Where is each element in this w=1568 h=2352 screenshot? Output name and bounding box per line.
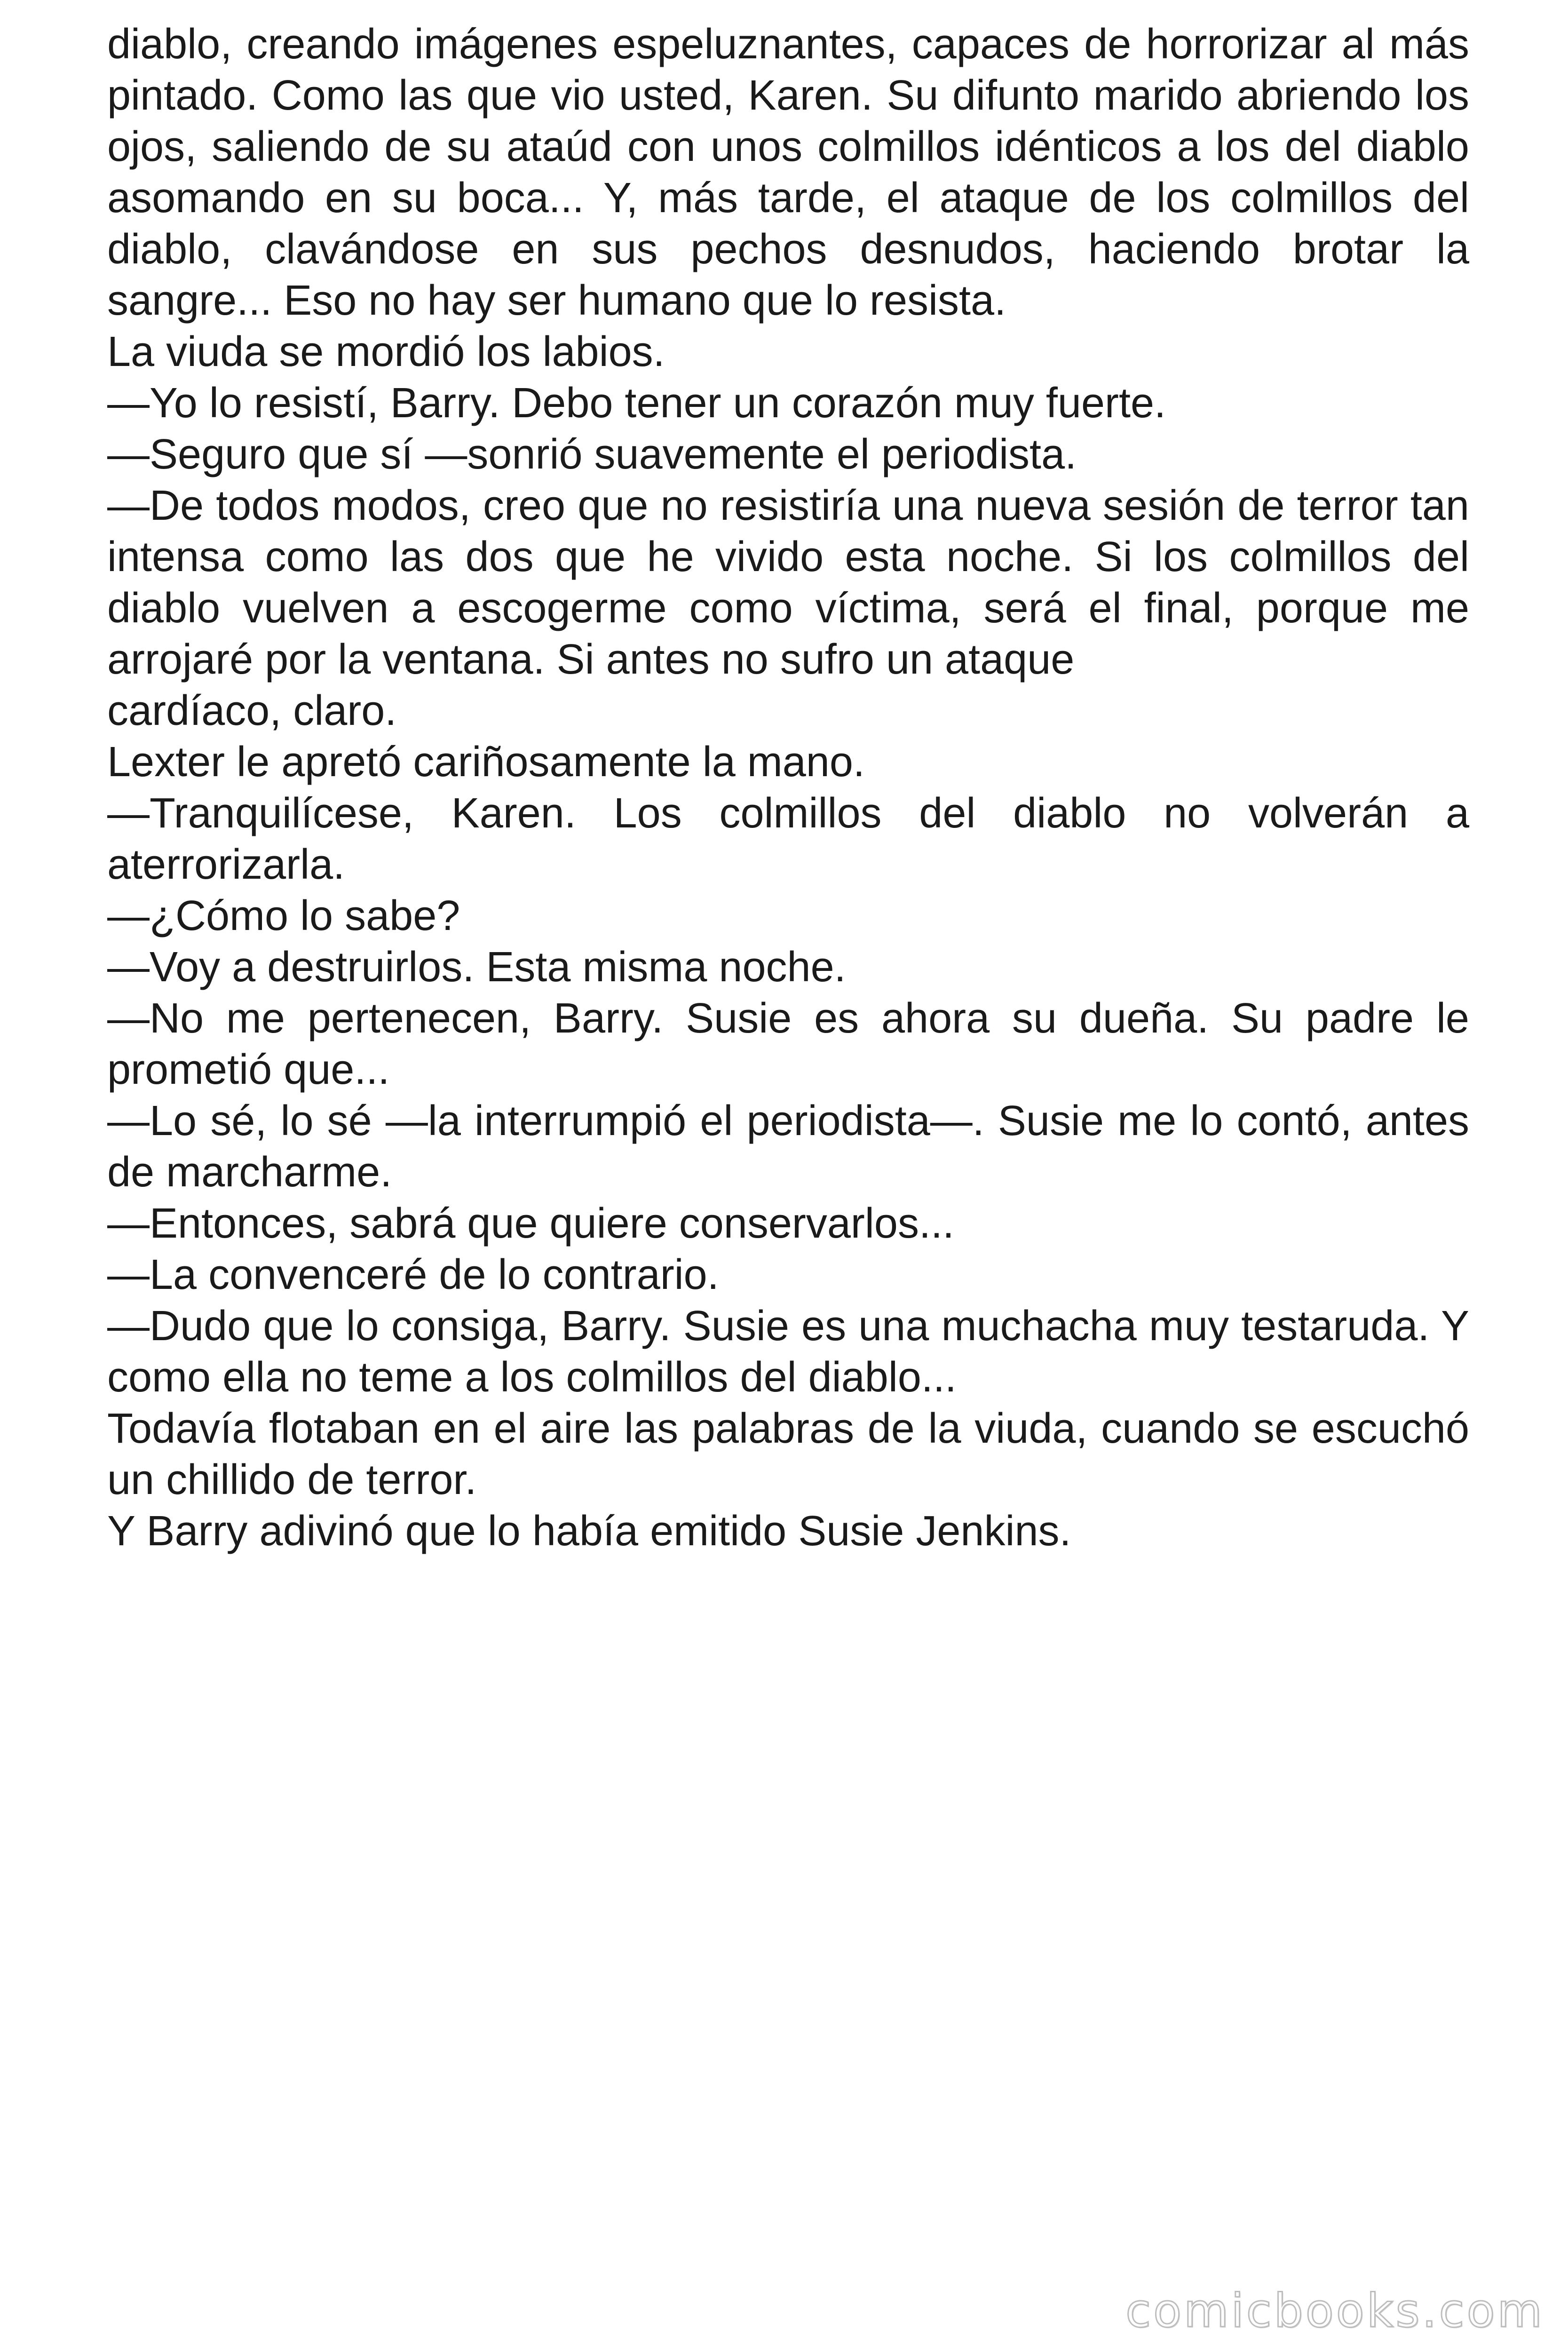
paragraph-4: —Seguro que sí —sonrió suavemente el periodista. xyxy=(107,431,1077,478)
paragraph-15: —Dudo que lo consiga, Barry. Susie es una muchacha muy testaruda. Y como ella no teme a los colmillos del diablo... xyxy=(107,1303,1469,1401)
paragraph-10: —Voy a destruirlos. Esta misma noche. xyxy=(107,944,846,991)
paragraph-7: Lexter le apretó cariñosamente la mano. xyxy=(107,739,865,786)
paragraph-11: —No me pertenecen, Barry. Susie es ahora su dueña. Su padre le prometió que... xyxy=(107,995,1469,1093)
paragraph-1: diablo, creando imágenes espeluznantes, capaces de horrorizar al más pintado. Como las que vio usted, Karen. Su difunto marido abriendo los ojos, saliendo de su ataúd con unos colmillos idénticos a los del diablo asomando en su boca... Y, más tarde, el ataque de los colmillos del diablo, clavándose en sus pechos desnudos, haciendo brotar la sangre... Eso no hay ser humano que lo resista. xyxy=(107,21,1469,324)
paragraph-13: —Entonces, sabrá que quiere conservarlos... xyxy=(107,1200,954,1247)
paragraph-2: La viuda se mordió los labios. xyxy=(107,328,665,375)
paragraph-14: —La convenceré de lo contrario. xyxy=(107,1251,719,1298)
watermark-logo: comicbooks.com xyxy=(1125,2284,1544,2338)
text-body xyxy=(107,19,1469,1557)
paragraph-3: —Yo lo resistí, Barry. Debo tener un corazón muy fuerte. xyxy=(107,380,1166,427)
paragraph-17: Y Barry adivinó que lo había emitido Susie Jenkins. xyxy=(107,1508,1071,1555)
paragraph-12: —Lo sé, lo sé —la interrumpió el periodista—. Susie me lo contó, antes de marcharme. xyxy=(107,1097,1469,1196)
paragraph-6: cardíaco, claro. xyxy=(107,687,397,734)
paragraph-8: —Tranquilícese, Karen. Los colmillos del diablo no volverán a aterrorizarla. xyxy=(107,790,1469,888)
paragraph-16: Todavía flotaban en el aire las palabras de la viuda, cuando se escuchó un chillido de terror. xyxy=(107,1405,1469,1503)
paragraph-5: —De todos modos, creo que no resistiría una nueva sesión de terror tan intensa como las dos que he vivido esta noche. Si los colmillos del diablo vuelven a escogerme como víctima, será el final, porque me arrojaré por la ventana. Si antes no sufro un ataque xyxy=(107,482,1469,683)
paragraph-9: —¿Cómo lo sabe? xyxy=(107,892,460,939)
